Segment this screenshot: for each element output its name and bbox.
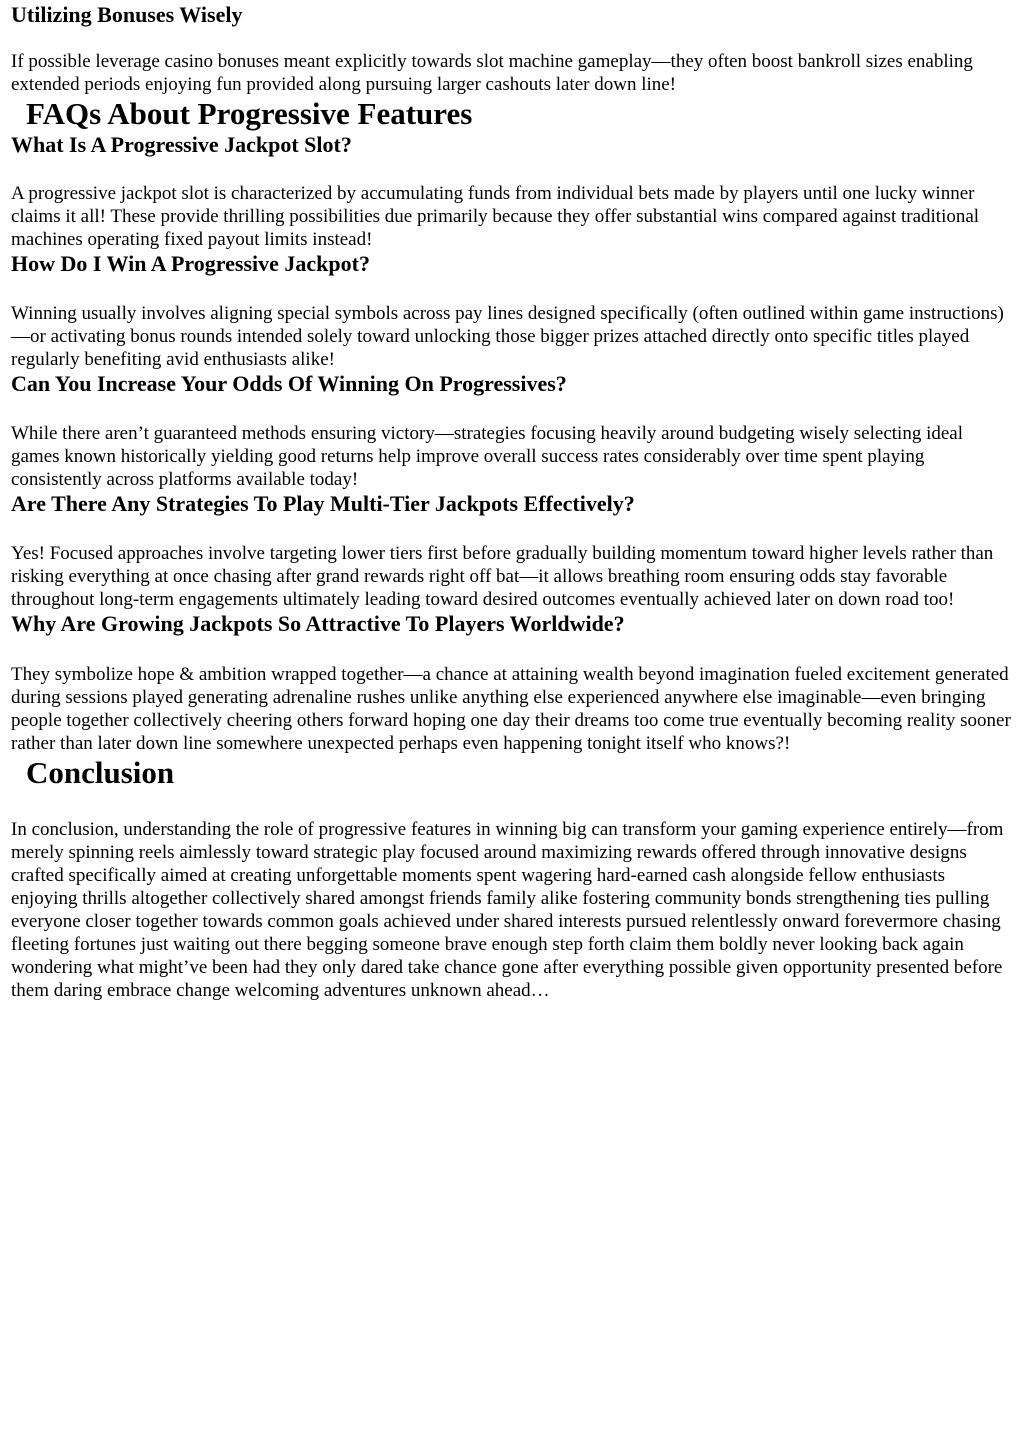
bonuses-paragraph: If possible leverage casino bonuses meant explicitly towards slot machine gameplay—they often boost bankroll sizes enabling extended periods enjoying fun provided along pursuing larger cashouts later down line! [11, 51, 973, 95]
faq-question: Can You Increase Your Odds Of Winning On Progressives? [11, 371, 567, 396]
faq-answer: A progressive jackpot slot is characterized by accumulating funds from individual bets made by players until one lucky winner claims it all! These provide thrilling possibilities due primarily because they offer substantial wins compared against traditional machines operating fixed payout limits instead! [11, 183, 980, 250]
faq-answer: While there aren’t guaranteed methods ensuring victory—strategies focusing heavily around budgeting wisely selecting ideal games known historically yielding good returns help improve overall success rates considerably over time spent playing consistently across platforms available today! [11, 423, 963, 490]
conclusion-heading: Conclusion [26, 755, 175, 790]
bonuses-heading: Utilizing Bonuses Wisely [11, 2, 243, 27]
faq-answer: Winning usually involves aligning special symbols across pay lines designed specifically (often outlined within game instructions)—or activating bonus rounds intended solely toward unlocking those bigger prizes attached directly onto specific titles played regularly benefiting avid enthusiasts alike! [11, 303, 1004, 370]
faq-question: Are There Any Strategies To Play Multi-Tier Jackpots Effectively? [11, 491, 635, 516]
conclusion-paragraph: In conclusion, understanding the role of progressive features in winning big can transform your gaming experience entirely—from merely spinning reels aimlessly toward strategic play focused around maximizing rewards offered through innovative designs crafted specifically aimed at creating unforgettable moments spent wagering hard-earned cash alongside fellow enthusiasts enjoying thrills altogether collectively shared amongst friends family alike fostering community bonds strengthening ties pulling everyone closer together towards common goals achieved under shared interests pursued relentlessly onward forevermore chasing fleeting fortunes just waiting out there begging someone brave enough step forth claim them boldly never looking back again wondering what might’ve been had they only dared take chance gone after everything possible given opportunity presented before them daring embrace change welcoming adventures unknown ahead… [11, 819, 1004, 1001]
faq-heading: FAQs About Progressive Features [26, 96, 473, 131]
faq-answer: Yes! Focused approaches involve targeting lower tiers first before gradually building momentum toward higher levels rather than risking everything at once chasing after grand rewards right off bat—it allows breathing room ensuring odds stay favorable throughout long-term engagements ultimately leading toward desired outcomes eventually achieved later on down road too! [11, 543, 994, 610]
faq-question: What Is A Progressive Jackpot Slot? [11, 132, 352, 157]
faq-question: How Do I Win A Progressive Jackpot? [11, 251, 370, 276]
faq-question: Why Are Growing Jackpots So Attractive To Players Worldwide? [11, 611, 625, 636]
faq-answer: They symbolize hope & ambition wrapped together—a chance at attaining wealth beyond imagination fueled excitement generated during sessions played generating adrenaline rushes unlike anything else experienced anywhere else imaginable—even bringing people together collectively cheering others forward hoping one day their dreams too come true eventually becoming reality sooner rather than later down line somewhere unexpected perhaps even happening tonight itself who knows?! [11, 664, 1011, 754]
